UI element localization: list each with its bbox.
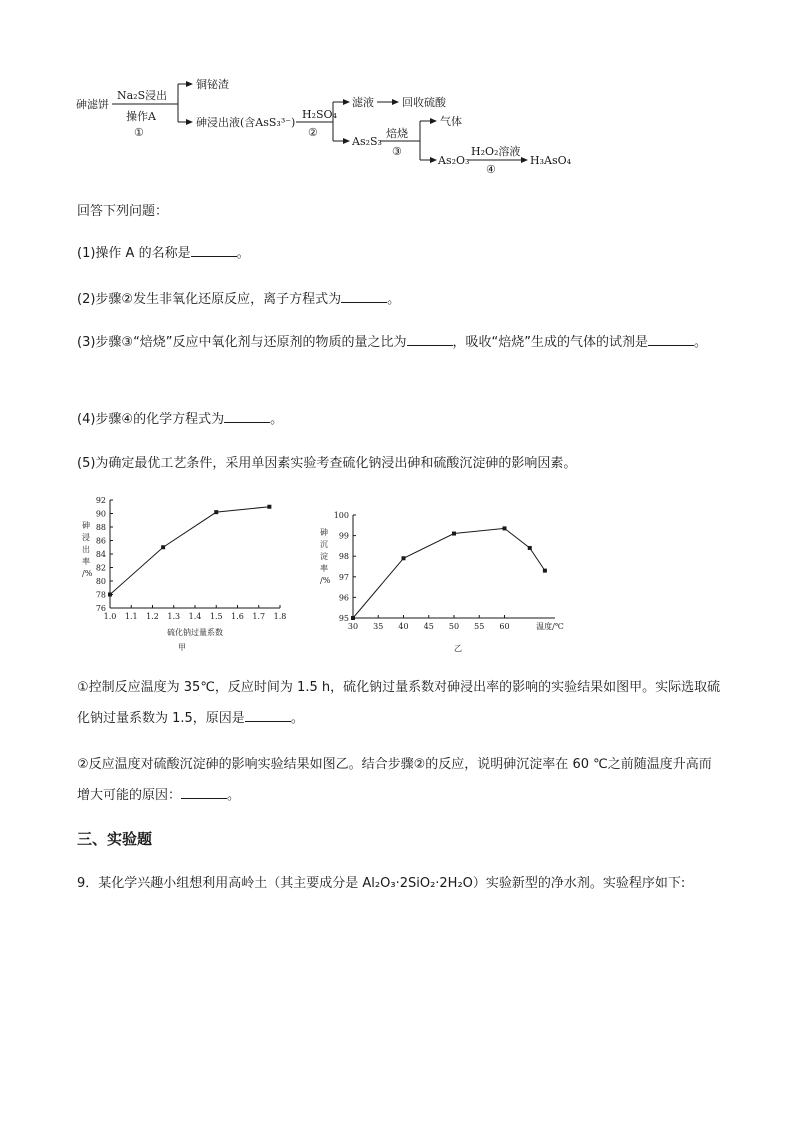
y-axis-label-char: 砷 — [82, 521, 90, 530]
y-axis-label-char: /% — [320, 576, 331, 585]
y-axis-label-char: 率 — [320, 564, 328, 573]
y-tick-label: 98 — [338, 552, 349, 562]
chart-caption: 乙 — [454, 644, 462, 653]
y-axis-label-char: 出 — [82, 545, 90, 554]
y-axis-label-char: 淀 — [320, 552, 328, 561]
data-point — [528, 546, 532, 550]
data-point — [108, 593, 112, 597]
answer-blank — [407, 344, 453, 346]
y-axis-label-char: /% — [82, 569, 93, 578]
y-tick-label: 97 — [338, 572, 349, 582]
data-point — [351, 616, 355, 620]
y-axis-label-char: 率 — [82, 557, 90, 566]
flow-h3aso4-label: H₃AsO₄ — [530, 154, 572, 167]
x-axis-label: 温度/℃ — [536, 622, 564, 631]
question-3: (3)步骤③“焙烧”反应中氧化剂与还原剂的物质的量之比为 ，吸收“焙烧”生成的气体的试剂是 。 — [77, 335, 708, 350]
question-1: (1)操作 A 的名称是 。 — [77, 246, 250, 261]
x-tick-label: 1.5 — [209, 612, 223, 621]
question-4: (4)步骤④的化学方程式为 。 — [77, 412, 284, 427]
x-tick-label: 50 — [448, 622, 460, 631]
x-tick-label: 1.4 — [188, 612, 202, 621]
x-tick-label: 45 — [423, 622, 434, 631]
x-tick-label: 1.8 — [273, 612, 287, 621]
flow-output-as-leachate: 砷浸出液(含AsS₃³⁻) — [196, 116, 296, 129]
x-tick-label: 40 — [398, 622, 409, 631]
data-point — [402, 556, 406, 560]
data-point — [267, 505, 271, 509]
y-tick-label: 78 — [95, 590, 106, 600]
chart-yi-precipitation-rate — [318, 505, 578, 655]
step4-number: ④ — [486, 163, 496, 176]
step3-number: ③ — [392, 145, 402, 158]
step4-reagent-label: H₂O₂溶液 — [471, 145, 521, 158]
answer-blank — [224, 421, 270, 423]
y-axis-label-char: 沉 — [320, 540, 328, 549]
y-tick-label: 100 — [333, 511, 349, 520]
answer-blank — [648, 344, 694, 346]
step1-operation-label: 操作A — [126, 110, 156, 123]
step2-reagent-label: H₂SO₄ — [302, 108, 337, 121]
y-tick-label: 88 — [95, 523, 106, 532]
x-tick-label: 30 — [347, 622, 359, 631]
data-point — [214, 510, 218, 514]
step1-number: ① — [134, 126, 144, 139]
x-tick-label: 1.7 — [252, 612, 266, 621]
step3-operation-label: 焙烧 — [386, 127, 408, 140]
answer-blank — [341, 301, 387, 303]
question-2: (2)步骤②发生非氧化还原反应，离子方程式为 。 — [77, 292, 401, 307]
question-5: (5)为确定最优工艺条件，采用单因素实验考查硫化钠浸出砷和硫酸沉淀砷的影响因素。 — [77, 456, 577, 471]
y-tick-label: 96 — [338, 593, 349, 603]
question-9: 9．某化学兴趣小组想利用高岭土（其主要成分是 Al₂O₃·2SiO₂·2H₂O）实验新型的净水剂。实验程序如下: — [77, 876, 686, 891]
y-tick-label: 95 — [338, 614, 349, 623]
x-axis-label: 硫化钠过量系数 — [167, 628, 223, 637]
step2-number: ② — [308, 126, 318, 139]
y-tick-label: 86 — [95, 536, 106, 546]
x-tick-label: 60 — [499, 622, 510, 631]
x-tick-label: 1.0 — [103, 612, 117, 621]
flow-recover-acid-label: 回收硫酸 — [402, 96, 446, 109]
process-flow-diagram — [0, 0, 794, 190]
questions-intro: 回答下列问题： — [77, 204, 169, 219]
flow-as2o3-label: As₂O₃ — [438, 154, 470, 167]
section-heading: 三、实验题 — [77, 830, 153, 848]
flow-output-cu-bi-residue: 铜铋渣 — [196, 78, 229, 91]
answer-blank — [245, 720, 291, 722]
y-tick-label: 90 — [95, 509, 106, 519]
y-tick-label: 82 — [95, 563, 106, 573]
data-point — [503, 526, 507, 530]
flow-as2s3-label: As₂S₃ — [352, 135, 382, 148]
x-tick-label: 1.3 — [167, 612, 181, 621]
data-line — [110, 507, 269, 595]
flow-start-label: 砷滤饼 — [76, 98, 109, 111]
y-tick-label: 99 — [338, 531, 349, 541]
chart-caption: 甲 — [178, 643, 186, 652]
y-tick-label: 84 — [95, 550, 106, 559]
step1-reagent-label: Na₂S浸出 — [117, 89, 168, 102]
flow-filtrate-label: 滤液 — [352, 96, 374, 109]
y-axis-label-char: 浸 — [82, 533, 90, 542]
x-tick-label: 1.6 — [231, 612, 244, 621]
data-point — [452, 532, 456, 536]
answer-blank — [181, 797, 227, 799]
data-point — [543, 569, 547, 573]
answer-blank — [191, 255, 237, 257]
x-tick-label: 35 — [373, 622, 384, 631]
y-tick-label: 76 — [95, 604, 106, 613]
data-line — [353, 528, 545, 618]
question-5-2: ②反应温度对硫酸沉淀砷的影响实验结果如图乙。结合步骤②的反应，说明砷沉淀率在 60 ℃之前随温度升高而增大可能的原因： 。 — [77, 757, 712, 803]
y-axis-label-char: 砷 — [320, 528, 328, 537]
x-tick-label: 55 — [474, 622, 485, 631]
question-5-1: ①控制反应温度为 35℃，反应时间为 1.5 h，硫化钠过量系数对砷浸出率的影响的实验结果如图甲。实际选取硫化钠过量系数为 1.5，原因是 。 — [77, 680, 721, 726]
x-tick-label: 1.1 — [124, 612, 138, 621]
x-tick-label: 1.2 — [146, 612, 159, 621]
y-tick-label: 80 — [95, 577, 106, 586]
data-point — [161, 545, 165, 549]
flow-gas-label: 气体 — [440, 115, 462, 128]
y-tick-label: 92 — [95, 496, 106, 505]
chart-jia-leach-rate — [74, 490, 294, 660]
